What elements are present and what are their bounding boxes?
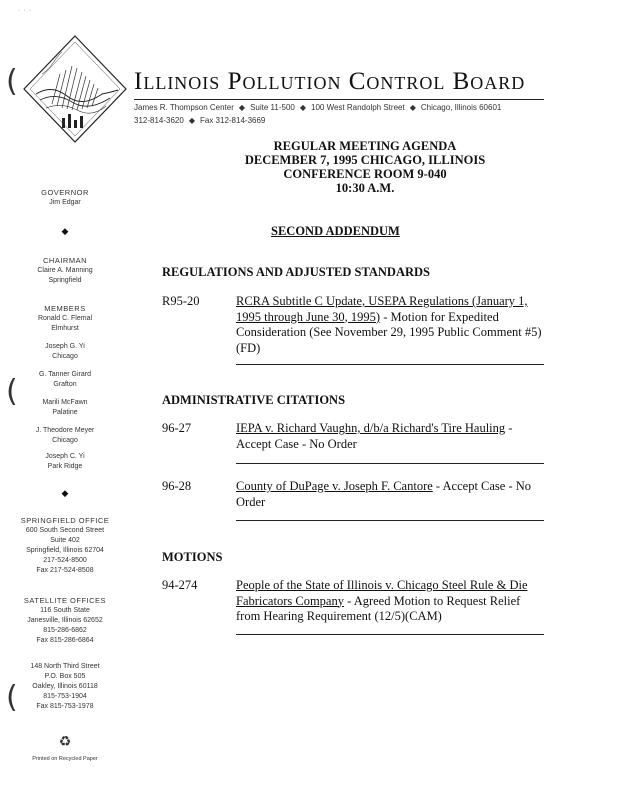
- recycle-icon: ♻: [58, 733, 72, 749]
- case-title: IEPA v. Richard Vaughn, d/b/a Richard's Tire Hauling: [236, 421, 506, 435]
- office-line: 116 South State: [40, 607, 90, 614]
- member-city: Elmhurst: [51, 325, 79, 332]
- item-divider: [236, 634, 544, 635]
- member-block: [0, 452, 130, 472]
- item-divider: [236, 463, 544, 464]
- case-title: People of the State of Illinois v. Chicago Steel Rule & Die Fabricators Company: [236, 578, 528, 608]
- member-block: [0, 426, 130, 446]
- title-divider: [134, 99, 544, 100]
- addendum-title: SECOND ADDENDUM: [271, 224, 400, 238]
- office-line: 815-753-1904: [43, 693, 87, 700]
- address-line: James R. Thompson Center ◆ Suite 11-500 ◆ 100 West Randolph Street ◆ Chicago, Illinois 60601: [134, 103, 502, 112]
- agenda-title: REGULAR MEETING AGENDA: [273, 139, 457, 153]
- member-city: Chicago: [52, 353, 78, 360]
- office-line: Springfield, Illinois 62704: [26, 547, 104, 554]
- board-logo-icon: [22, 34, 128, 144]
- divider-diamond-icon: ◆: [61, 488, 69, 498]
- chairman-title: CHAIRMAN: [42, 256, 87, 265]
- scan-mark-icon: (: [6, 680, 18, 715]
- agenda-item: [236, 294, 546, 356]
- office-line: Janesville, Illinois 62652: [27, 617, 103, 624]
- office-line: 815-286-6862: [43, 627, 87, 634]
- recycled-paper-note: Printed on Recycled Paper: [32, 756, 98, 762]
- scan-mark-icon: (: [6, 374, 18, 409]
- contact-line: 312-814-3620 ◆ Fax 312-814-3669: [134, 116, 266, 125]
- member-city: Palatine: [52, 409, 78, 416]
- member-name: Joseph G. Yi: [45, 343, 85, 350]
- corner-mark: · · ·: [18, 8, 32, 14]
- agenda-date: DECEMBER 7, 1995 CHICAGO, ILLINOIS: [244, 153, 486, 167]
- address-suite: Suite 11-500: [250, 103, 295, 112]
- section-heading: ADMINISTRATIVE CITATIONS: [162, 393, 346, 407]
- office-line: Fax 217-524-8508: [36, 567, 94, 574]
- item-divider: [236, 520, 544, 521]
- address-building: James R. Thompson Center: [134, 103, 234, 112]
- agenda-time: 10:30 A.M.: [335, 181, 395, 195]
- satellite-office-block-2: [0, 662, 130, 712]
- member-name: G. Tanner Girard: [38, 371, 91, 378]
- member-name: Joseph C. Yi: [45, 453, 85, 460]
- case-number: 96-27: [162, 421, 192, 435]
- phone-number: 312-814-3620: [134, 116, 184, 125]
- fax-number: Fax 312-814-3669: [199, 116, 266, 125]
- agenda-item: [236, 421, 546, 452]
- member-block: [0, 398, 130, 418]
- agenda-item: [236, 578, 546, 625]
- case-title: County of DuPage v. Joseph F. Cantore: [236, 479, 433, 493]
- member-name: J. Theodore Meyer: [35, 427, 95, 434]
- members-title: MEMBERS: [44, 304, 86, 313]
- chairman-block: [0, 256, 130, 286]
- springfield-title: SPRINGFIELD OFFICE: [20, 516, 110, 525]
- office-line: Suite 402: [50, 537, 80, 544]
- governor-title: GOVERNOR: [41, 188, 89, 197]
- chairman-name: Claire A. Manning: [37, 267, 93, 274]
- members-block: [0, 304, 130, 334]
- member-name: Marili McFawn: [42, 399, 88, 406]
- case-title: RCRA Subtitle C Update, USEPA Regulations (January 1, 1995 through June 30, 1995): [236, 294, 528, 324]
- office-line: 217-524-8500: [43, 557, 87, 564]
- office-line: Fax 815-753-1978: [36, 703, 94, 710]
- office-line: 600 South Second Street: [25, 527, 105, 534]
- case-number: 94-274: [162, 578, 198, 592]
- governor-name: Jim Edgar: [49, 199, 81, 206]
- agenda-header: [160, 139, 570, 195]
- divider-diamond-icon: ◆: [61, 226, 69, 236]
- case-description: - Motion for Expedited Consideration (See November 29, 1995 Public Comment #5)(FD): [236, 309, 542, 355]
- member-block: [0, 370, 130, 390]
- office-line: Oakley, Illinois 60118: [32, 683, 98, 690]
- case-number: R95-20: [162, 294, 200, 308]
- satellite-office-block: [0, 596, 130, 646]
- scan-mark-icon: (: [6, 64, 18, 99]
- case-description: - Agreed Motion to Request Relief from Hearing Requirement (12/5)(CAM): [236, 593, 521, 623]
- chairman-city: Springfield: [48, 277, 82, 284]
- case-number: 96-28: [162, 479, 192, 493]
- member-city: Grafton: [53, 381, 77, 388]
- section-heading: REGULATIONS AND ADJUSTED STANDARDS: [162, 265, 430, 279]
- case-description: - Accept Case - No Order: [236, 421, 513, 451]
- organization-name: Illinois Pollution Control Board: [134, 68, 526, 95]
- address-street: 100 West Randolph Street: [311, 103, 405, 112]
- section-heading: MOTIONS: [162, 550, 223, 564]
- member-block: [0, 342, 130, 362]
- member-name: Ronald C. Flemal: [37, 315, 93, 322]
- member-city: Chicago: [52, 437, 78, 444]
- governor-block: [0, 188, 130, 208]
- item-divider: [236, 364, 544, 365]
- office-line: 148 North Third Street: [30, 663, 100, 670]
- address-city: Chicago, Illinois 60601: [420, 103, 502, 112]
- office-line: Fax 815-286-6864: [36, 637, 94, 644]
- agenda-room: CONFERENCE ROOM 9-040: [283, 167, 447, 181]
- satellite-title: SATELLITE OFFICES: [23, 596, 107, 605]
- springfield-office-block: [0, 516, 130, 576]
- office-line: P.O. Box 505: [44, 673, 86, 680]
- agenda-item: [236, 479, 546, 510]
- member-city: Park Ridge: [47, 463, 83, 470]
- case-description: - Accept Case - No Order: [236, 479, 532, 509]
